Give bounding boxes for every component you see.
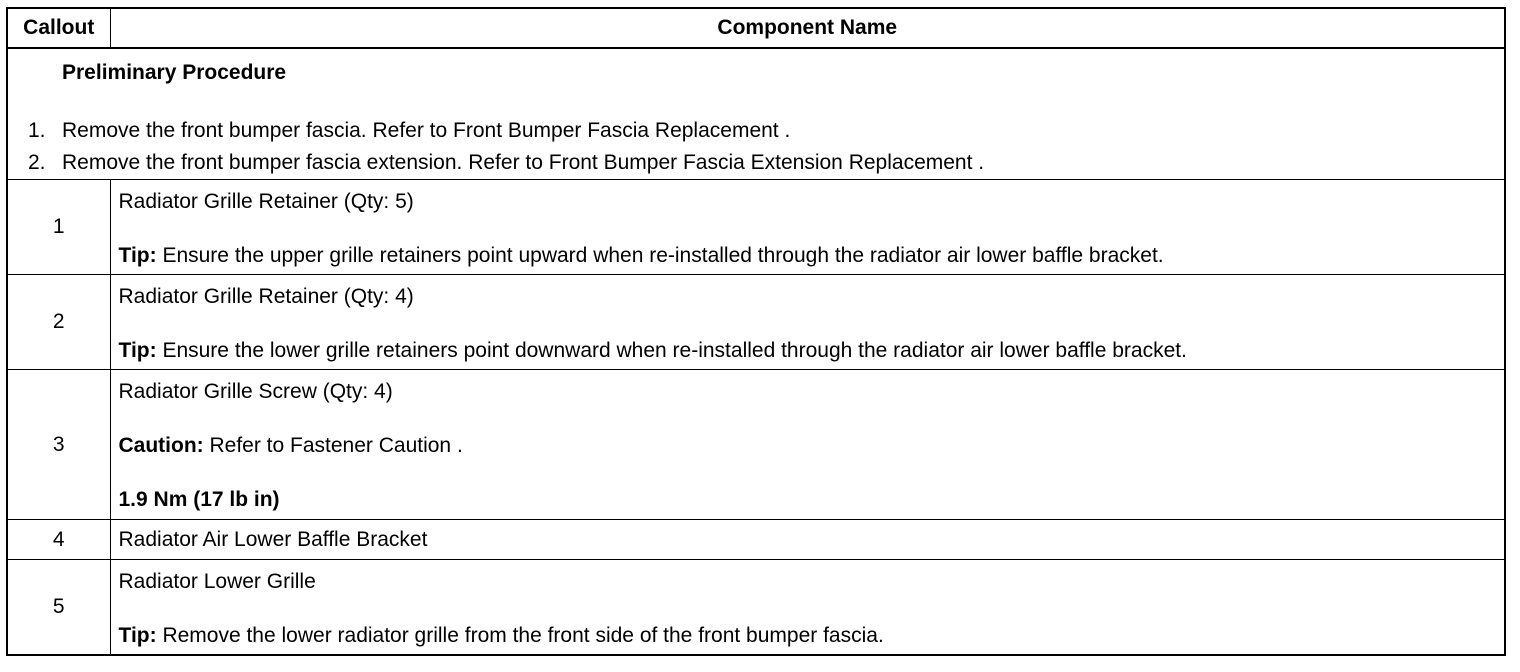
callout-number: 5 — [7, 560, 110, 655]
step-number: 2. — [28, 151, 46, 174]
component-table — [6, 7, 1506, 656]
component-note — [119, 624, 1497, 648]
component-name: Radiator Air Lower Baffle Bracket — [118, 527, 428, 551]
note-text: Remove the lower radiator grille from the front side of the front bumper fascia. — [156, 624, 884, 647]
preliminary-procedure-row — [7, 48, 1505, 180]
table-row — [7, 560, 1505, 655]
component-name: Radiator Grille Retainer (Qty: 4) — [118, 285, 414, 308]
component-name: Radiator Grille Screw (Qty: 4) — [118, 380, 393, 403]
step-text: Remove the front bumper fascia. Refer to Front Bumper Fascia Replacement . — [62, 119, 791, 142]
callout-column-header: Callout — [7, 8, 110, 48]
callout-number: 2 — [7, 275, 110, 370]
list-item — [8, 147, 1504, 179]
component-name-cell — [110, 180, 1505, 275]
preliminary-procedure-title: Preliminary Procedure — [62, 61, 287, 84]
torque-spec: 1.9 Nm (17 lb in) — [118, 488, 280, 511]
note-text: Ensure the upper grille retainers point upward when re-installed through the radiator air lower baffle bracket. — [156, 244, 1164, 267]
list-item — [8, 115, 1504, 147]
note-label: Tip: — [118, 339, 157, 362]
callout-number: 3 — [7, 370, 110, 520]
component-name: Radiator Grille Retainer (Qty: 5) — [118, 190, 414, 213]
component-note — [119, 434, 1497, 458]
component-name-cell — [110, 275, 1505, 370]
preliminary-procedure-cell — [7, 48, 1505, 180]
component-name-cell — [110, 560, 1505, 655]
callout-number: 1 — [7, 180, 110, 275]
note-label: Tip: — [118, 244, 157, 267]
note-label: Tip: — [118, 624, 157, 647]
note-text: Ensure the lower grille retainers point downward when re-installed through the radiator air lower baffle bracket. — [156, 339, 1187, 362]
callout-number: 4 — [7, 520, 110, 560]
table-row — [7, 520, 1505, 560]
note-text: Refer to Fastener Caution . — [203, 434, 463, 457]
table-header-row — [7, 8, 1505, 48]
component-name-cell — [110, 370, 1505, 520]
step-number: 1. — [28, 119, 46, 142]
step-text: Remove the front bumper fascia extension. Refer to Front Bumper Fascia Extension Replacement . — [62, 151, 985, 174]
note-label: Caution: — [118, 434, 204, 457]
table-row — [7, 275, 1505, 370]
component-name-cell — [110, 520, 1505, 560]
preliminary-steps-list — [8, 115, 1504, 179]
component-name: Radiator Lower Grille — [118, 570, 316, 593]
component-note — [119, 339, 1497, 363]
component-name-column-header: Component Name — [110, 8, 1505, 48]
table-row — [7, 370, 1505, 520]
table-row — [7, 180, 1505, 275]
component-note — [119, 244, 1497, 268]
